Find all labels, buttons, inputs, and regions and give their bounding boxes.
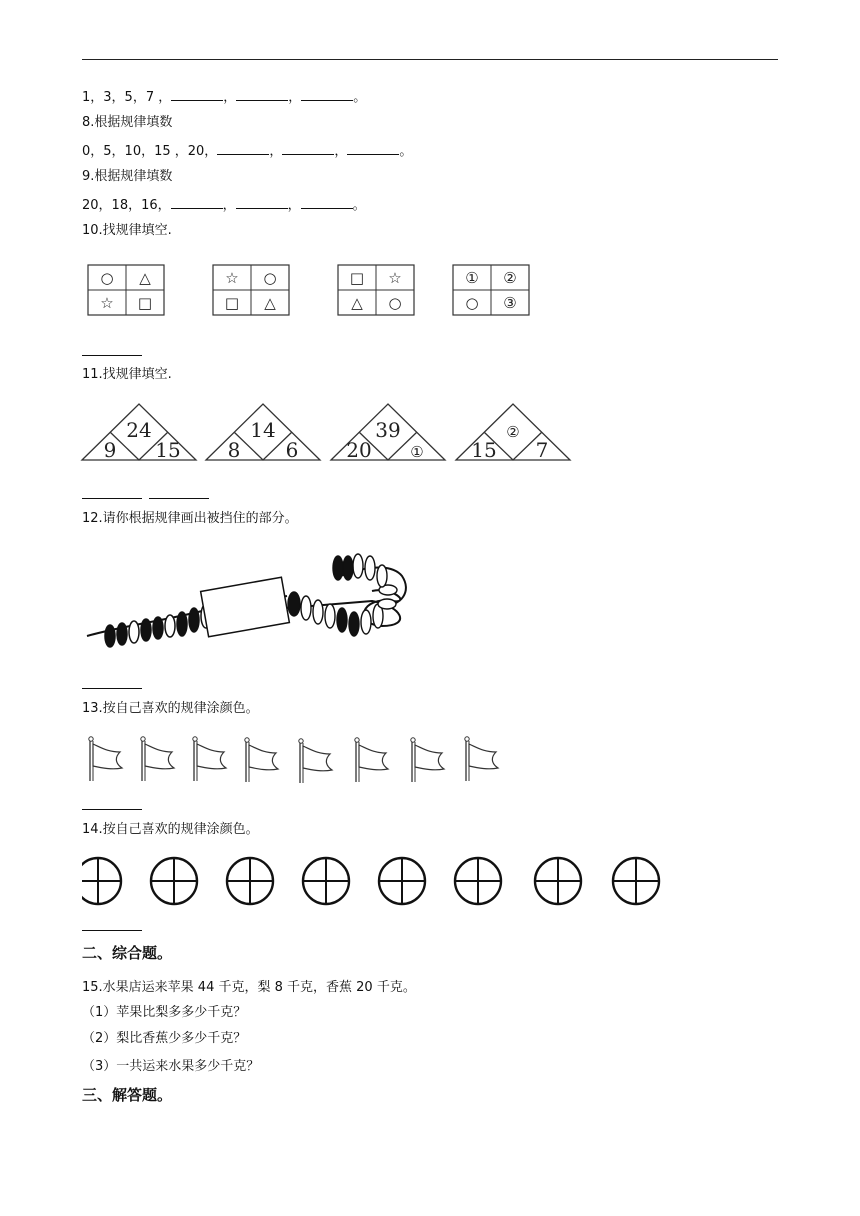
answer-line[interactable] [149,498,209,499]
q12-title: 12.请你根据规律画出被挡住的部分。 [82,511,298,526]
q8-title: 8.根据规律填数 [82,115,173,130]
separator: ， [222,198,236,213]
grid-cell: □ [224,294,240,312]
grid-cell: ① [465,269,479,287]
triangle-top-number: 24 [126,418,152,442]
answer-blank[interactable] [171,196,223,209]
answer-line[interactable] [82,688,142,689]
answer-blank[interactable] [171,88,223,101]
bead [325,604,335,628]
grid-cell: ○ [263,269,277,287]
q13-flags [82,734,512,784]
shape-grid [453,265,529,315]
answer-blank[interactable] [236,88,288,101]
bead [343,556,353,580]
q15-subquestion: （1）苹果比梨多多少千克？ [82,1005,247,1020]
bead [141,619,151,641]
quartered-circle [303,858,349,904]
bead [301,596,311,620]
grid-cell: ☆ [100,294,114,312]
page-margin-mask [76,853,82,909]
flag [355,738,388,782]
triangle-top-number: ② [506,423,520,441]
grid-cell: △ [139,269,151,287]
flag [141,737,174,781]
shape-grid [213,265,289,315]
triangle-left-number: 9 [103,438,117,462]
period: 。 [352,198,366,213]
separator: ， [287,198,301,213]
grid-cell: ☆ [388,269,402,287]
triangle-left-number: 15 [471,438,497,462]
q11-number-triangles [80,402,580,464]
bead [129,621,139,643]
q11-title: 11.找规律填空. [82,367,172,382]
grid-cell: ② [503,269,517,287]
answer-blank[interactable] [347,142,399,155]
bead [353,554,363,578]
separator: ， [334,144,348,159]
q13-title: 13.按自己喜欢的规律涂颜色。 [82,701,259,716]
answer-blank[interactable] [301,88,353,101]
quartered-circle [379,858,425,904]
bead [361,610,371,634]
period: 。 [399,144,413,159]
grid-cell: ③ [503,294,517,312]
bead [349,612,359,636]
grid-cell: ○ [100,269,114,287]
q10-shape-grids [82,262,542,322]
bead [105,625,115,647]
bead [165,615,175,637]
q12-bead-string [82,546,422,661]
separator: ， [269,144,283,159]
bead [288,592,300,616]
grid-cell: □ [349,269,365,287]
triangle-left-number: 8 [227,438,241,462]
q7-sequence: 1，3，5，7 ， [82,90,172,105]
grid-cell: △ [264,294,276,312]
q7-line [82,88,366,107]
separator: ， [223,90,237,105]
bead [117,623,127,645]
answer-line[interactable] [82,809,142,810]
flag [411,738,444,782]
quartered-circle [78,858,121,904]
flag [465,737,498,781]
q9-title: 9.根据规律填数 [82,169,173,184]
hidden-part-box [201,577,290,637]
bead [189,608,199,632]
answer-blank[interactable] [282,142,334,155]
grid-cell: ○ [388,294,402,312]
quartered-circle [151,858,197,904]
section-heading: 三、解答题。 [82,1086,173,1104]
flag [299,739,332,783]
shape-grid [338,265,414,315]
flag [245,738,278,782]
bead [153,617,163,639]
separator: ， [288,90,302,105]
answer-line[interactable] [82,355,142,356]
triangle-right-number: 15 [155,438,181,462]
grid-cell: □ [137,294,153,312]
section-heading: 二、综合题。 [82,944,173,962]
bead [378,599,396,609]
q15-title: 15.水果店运来苹果 44 千克，梨 8 千克，香蕉 20 千克。 [82,980,416,995]
triangle-right-number: ① [410,443,424,461]
q8-sequence: 0，5，10，15 ，20， [82,144,218,159]
answer-line[interactable] [82,930,142,931]
triangle-right-number: 7 [535,438,549,462]
flag [193,737,226,781]
bead [333,556,343,580]
q10-title: 10.找规律填空. [82,223,172,238]
q9-sequence: 20，18，16， [82,198,171,213]
bead [337,608,347,632]
triangle-top-number: 39 [375,418,401,442]
quartered-circle [613,858,659,904]
q9-line [82,196,366,215]
triangle-top-number: 14 [250,418,276,442]
grid-cell: ☆ [225,269,239,287]
grid-cell: ○ [465,294,479,312]
header-rule [82,59,778,60]
flag [89,737,122,781]
answer-blank[interactable] [217,142,269,155]
answer-blank[interactable] [301,196,353,209]
bead [377,565,387,587]
grid-cell: △ [351,294,363,312]
q15-subquestion: （2）梨比香蕉少多少千克？ [82,1031,247,1046]
q14-title: 14.按自己喜欢的规律涂颜色。 [82,822,259,837]
period: 。 [353,90,367,105]
q15-subquestion: （3）一共运来水果多少千克？ [82,1059,260,1074]
bead [365,556,375,580]
q8-line [82,142,412,161]
triangle-right-number: 6 [285,438,299,462]
bead [177,612,187,636]
q14-circles [78,853,668,909]
quartered-circle [535,858,581,904]
quartered-circle [455,858,501,904]
triangle-left-number: 20 [346,438,372,462]
quartered-circle [227,858,273,904]
answer-blank[interactable] [236,196,288,209]
shape-grid [88,265,164,315]
answer-line[interactable] [82,498,142,499]
bead [313,600,323,624]
